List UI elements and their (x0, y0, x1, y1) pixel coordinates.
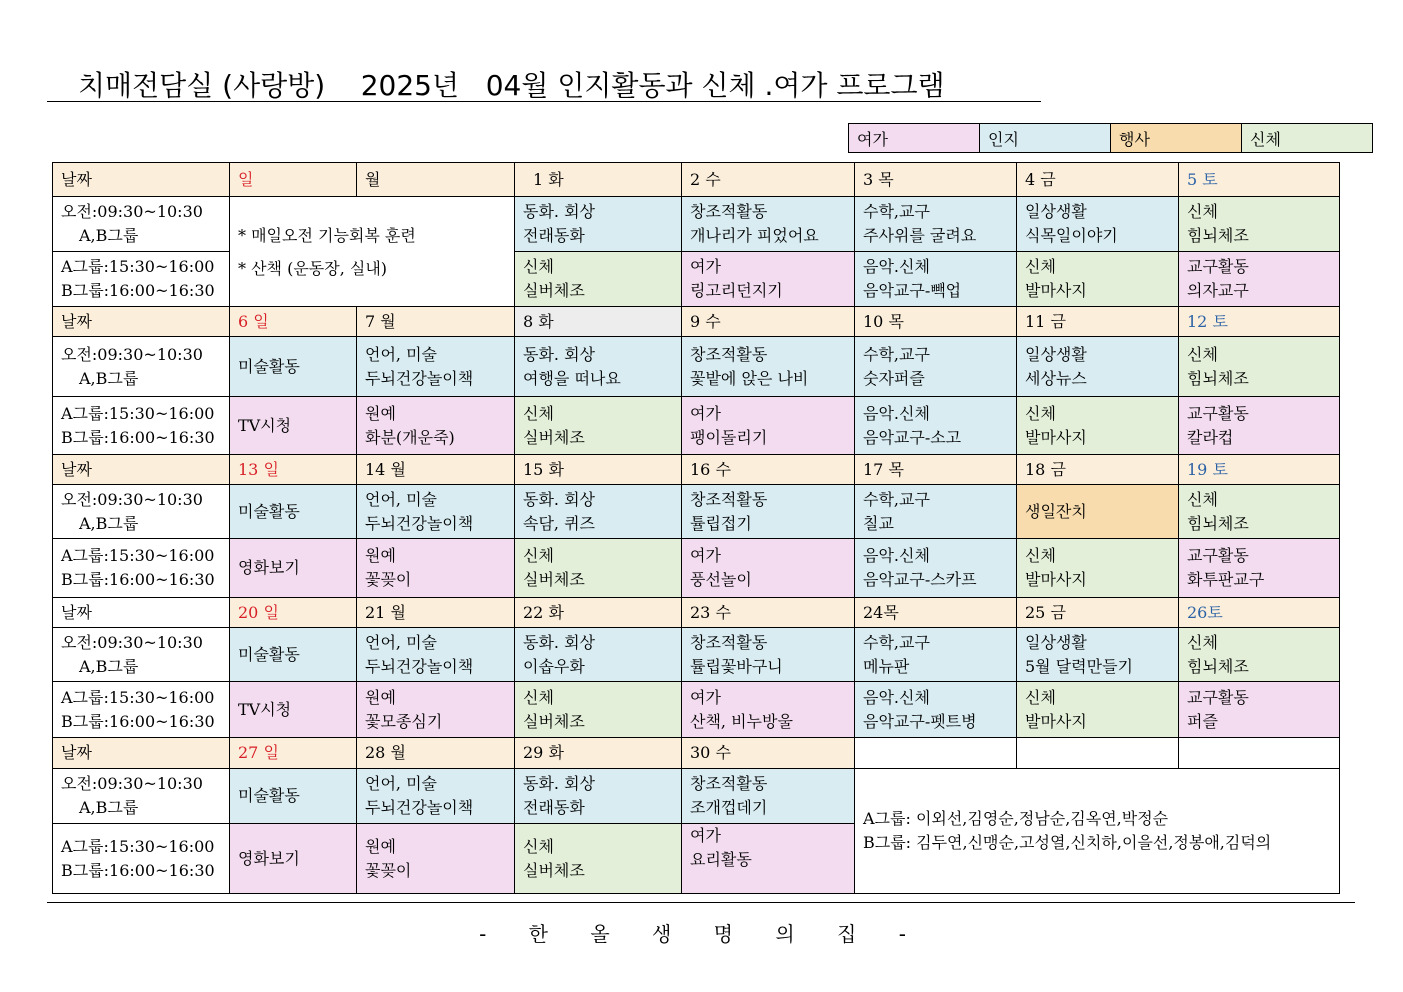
day-header: 18 금 (1017, 455, 1179, 485)
activity-cell: 생일잔치 (1017, 485, 1179, 539)
time-pm-a: A그룹:15:30~16:00 (61, 257, 215, 276)
time-pm-b: B그룹:16:00~16:30 (61, 281, 215, 300)
day-header: 21 월 (357, 598, 515, 628)
day-header: 2 수 (682, 163, 855, 197)
activity-cell: 영화보기 (230, 824, 357, 894)
day-header: 9 수 (682, 307, 855, 337)
time-slot-am (53, 197, 230, 252)
day-header: 30 수 (682, 738, 855, 769)
activity-cell: 언어, 미술 두뇌건강놀이책 (357, 628, 515, 682)
week4-pm-row (53, 682, 1340, 738)
time-am-label: 오전:09:30~10:30 (61, 202, 203, 221)
time-slot-pm: A그룹:15:30~16:00 B그룹:16:00~16:30 (53, 682, 230, 738)
activity-cell: 동화. 회상 전래동화 (515, 769, 682, 824)
day-header: 27 일 (230, 738, 357, 769)
activity-cell: 일상생활 식목일이야기 (1017, 197, 1179, 252)
activity-cell: 수학,교구 메뉴판 (855, 628, 1017, 682)
day-header: 25 금 (1017, 598, 1179, 628)
activity-cell: 신체 발마사지 (1017, 252, 1179, 307)
footer-org-name: - 한 올 생 명 의 집 - (479, 922, 924, 946)
activity-cell: 일상생활 세상뉴스 (1017, 337, 1179, 397)
activity-cell: 동화. 회상 여행을 떠나요 (515, 337, 682, 397)
activity-cell: 신체 힘뇌체조 (1179, 337, 1340, 397)
activity-cell: TV시청 (230, 397, 357, 455)
week3-date-row (53, 455, 1340, 485)
activity-cell: 일상생활 5월 달력만들기 (1017, 628, 1179, 682)
legend-leisure: 여가 (849, 124, 980, 153)
activity-cell: 미술활동 (230, 769, 357, 824)
activity-cell: 여가 요리활동 (682, 824, 855, 894)
daily-notes (230, 197, 515, 307)
day-header: 4 금 (1017, 163, 1179, 197)
title-underline (47, 101, 1041, 102)
day-header: 12 토 (1179, 307, 1340, 337)
day-header: 14 월 (357, 455, 515, 485)
week2-am-row (53, 337, 1340, 397)
day-header: 24목 (855, 598, 1017, 628)
day-header: 11 금 (1017, 307, 1179, 337)
week4-date-row (53, 598, 1340, 628)
week5-date-row (53, 738, 1340, 769)
activity-cell: 원예 화분(개운죽) (357, 397, 515, 455)
day-header: 3 목 (855, 163, 1017, 197)
day-header: 5 토 (1179, 163, 1340, 197)
week1-am-row (53, 197, 1340, 252)
activity-cell: 교구활동 의자교구 (1179, 252, 1340, 307)
day-header: 19 토 (1179, 455, 1340, 485)
activity-cell: 여가 링고리던지기 (682, 252, 855, 307)
activity-cell: 영화보기 (230, 539, 357, 598)
activity-cell: 언어, 미술 두뇌건강놀이책 (357, 337, 515, 397)
day-header: 7 월 (357, 307, 515, 337)
activity-cell: 미술활동 (230, 485, 357, 539)
activity-cell: 신체 힘뇌체조 (1179, 485, 1340, 539)
activity-cell: 교구활동 퍼즐 (1179, 682, 1340, 738)
group-b-members: B그룹: 김두연,신맹순,고성열,신치하,이을선,정봉애,김덕의 (863, 833, 1272, 852)
time-slot-am: 오전:09:30~10:30 A,B그룹 (53, 485, 230, 539)
time-slot-am: 오전:09:30~10:30 A,B그룹 (53, 769, 230, 824)
time-slot-pm: A그룹:15:30~16:00 B그룹:16:00~16:30 (53, 824, 230, 894)
day-header: 1 화 (515, 163, 682, 197)
day-header: 6 일 (230, 307, 357, 337)
activity-cell: 창조적활동 꽃밭에 앉은 나비 (682, 337, 855, 397)
activity-cell: 여가 팽이돌리기 (682, 397, 855, 455)
activity-cell: 언어, 미술 두뇌건강놀이책 (357, 485, 515, 539)
date-label: 날짜 (53, 598, 230, 628)
activity-cell: 원예 꽃꽂이 (357, 824, 515, 894)
week3-am-row (53, 485, 1340, 539)
color-legend (848, 123, 1373, 153)
activity-cell: 신체 힘뇌체조 (1179, 197, 1340, 252)
activity-cell: 신체 힘뇌체조 (1179, 628, 1340, 682)
activity-cell: 신체 실버체조 (515, 539, 682, 598)
activity-cell: 신체 실버체조 (515, 824, 682, 894)
activity-cell: 미술활동 (230, 337, 357, 397)
legend-physical: 신체 (1242, 124, 1373, 153)
empty-cell (1017, 738, 1179, 769)
activity-cell: 언어, 미술 두뇌건강놀이책 (357, 769, 515, 824)
time-slot-pm: A그룹:15:30~16:00 B그룹:16:00~16:30 (53, 539, 230, 598)
activity-cell: 신체 실버체조 (515, 397, 682, 455)
empty-cell (855, 738, 1017, 769)
activity-cell: 신체 실버체조 (515, 682, 682, 738)
daily-note: * 매일오전 기능회복 훈련 (238, 225, 416, 245)
day-header: 10 목 (855, 307, 1017, 337)
day-header: 8 화 (515, 307, 682, 337)
day-header: 13 일 (230, 455, 357, 485)
group-members (855, 769, 1340, 894)
empty-cell (1179, 738, 1340, 769)
time-slot-pm (53, 252, 230, 307)
day-header: 29 화 (515, 738, 682, 769)
activity-cell: 창조적활동 튤립꽃바구니 (682, 628, 855, 682)
date-label: 날짜 (53, 738, 230, 769)
activity-cell: 음악.신체 음악교구-소고 (855, 397, 1017, 455)
day-header: 20 일 (230, 598, 357, 628)
activity-cell: 동화. 회상 속담, 퀴즈 (515, 485, 682, 539)
group-a-members: A그룹: 이외선,김영순,정남순,김옥연,박정순 (863, 809, 1169, 828)
time-slot-pm: A그룹:15:30~16:00 B그룹:16:00~16:30 (53, 397, 230, 455)
activity-cell: 교구활동 화투판교구 (1179, 539, 1340, 598)
activity-cell: 신체 실버체조 (515, 252, 682, 307)
activity-cell: 창조적활동 튤립접기 (682, 485, 855, 539)
date-label: 날짜 (53, 455, 230, 485)
activity-cell: 수학,교구 숫자퍼즐 (855, 337, 1017, 397)
day-header: 22 화 (515, 598, 682, 628)
activity-cell: 창조적활동 조개껍데기 (682, 769, 855, 824)
activity-cell: 원예 꽃모종심기 (357, 682, 515, 738)
day-header: 17 목 (855, 455, 1017, 485)
legend-event: 행사 (1111, 124, 1242, 153)
activity-cell: 음악.신체 음악교구-빽업 (855, 252, 1017, 307)
day-header: 26토 (1179, 598, 1340, 628)
activity-cell: 음악.신체 음악교구-스카프 (855, 539, 1017, 598)
activity-cell: 수학,교구 주사위를 굴려요 (855, 197, 1017, 252)
week2-date-row (53, 307, 1340, 337)
date-label: 날짜 (53, 163, 230, 197)
activity-cell: TV시청 (230, 682, 357, 738)
day-header: 월 (357, 163, 515, 197)
activity-cell: 미술활동 (230, 628, 357, 682)
bottom-rule (47, 902, 1355, 903)
day-header: 일 (230, 163, 357, 197)
activity-cell: 수학,교구 칠교 (855, 485, 1017, 539)
activity-cell: 교구활동 칼라컵 (1179, 397, 1340, 455)
activity-cell: 신체 발마사지 (1017, 397, 1179, 455)
activity-cell: 신체 발마사지 (1017, 682, 1179, 738)
activity-cell: 동화. 회상 이솝우화 (515, 628, 682, 682)
time-am-group: A,B그룹 (79, 226, 139, 245)
week3-pm-row (53, 539, 1340, 598)
daily-note: * 산책 (운동장, 실내) (238, 258, 388, 278)
week5-am-row (53, 769, 1340, 824)
date-label: 날짜 (53, 307, 230, 337)
day-header: 23 수 (682, 598, 855, 628)
activity-cell: 원예 꽃꽂이 (357, 539, 515, 598)
day-header: 28 월 (357, 738, 515, 769)
calendar-table (52, 162, 1340, 894)
activity-cell: 음악.신체 음악교구-펫트병 (855, 682, 1017, 738)
time-slot-am: 오전:09:30~10:30 A,B그룹 (53, 628, 230, 682)
day-header: 15 화 (515, 455, 682, 485)
activity-cell: 창조적활동 개나리가 피었어요 (682, 197, 855, 252)
time-slot-am: 오전:09:30~10:30 A,B그룹 (53, 337, 230, 397)
week2-pm-row (53, 397, 1340, 455)
activity-cell: 신체 발마사지 (1017, 539, 1179, 598)
day-header: 16 수 (682, 455, 855, 485)
activity-cell: 여가 풍선놀이 (682, 539, 855, 598)
week4-am-row (53, 628, 1340, 682)
week1-date-row (53, 163, 1340, 197)
page-title: 치매전담실 (사랑방) 2025년 04월 인지활동과 신체 .여가 프로그램 (78, 69, 945, 102)
activity-cell: 동화. 회상 전래동화 (515, 197, 682, 252)
legend-cognitive: 인지 (980, 124, 1111, 153)
activity-cell: 여가 산책, 비누방울 (682, 682, 855, 738)
